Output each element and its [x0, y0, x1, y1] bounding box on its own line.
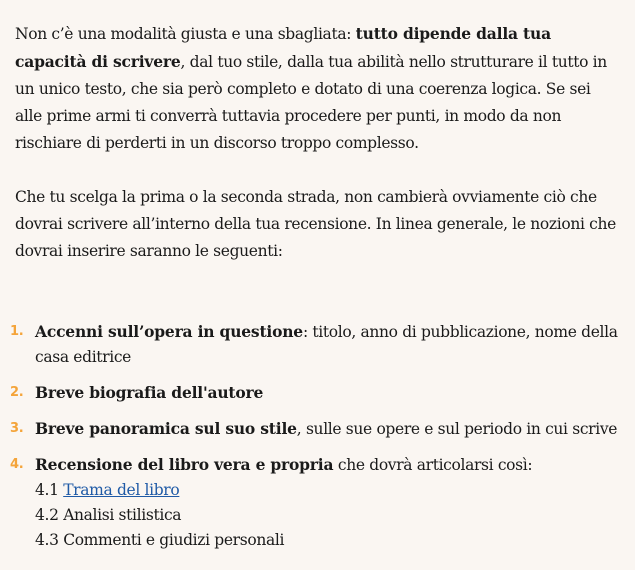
subitem-number: 4.2 [35, 506, 64, 524]
list-item-bold: Breve panoramica sul suo stile [35, 419, 297, 438]
paragraph-text: Non c’è una modalità giusta e una sbagliata: [15, 25, 356, 43]
list-number: 2. [10, 385, 24, 400]
paragraph-intro [15, 20, 620, 157]
list-item-text: che dovrà articolarsi così: [333, 456, 533, 474]
list-number: 4. [10, 457, 24, 472]
paragraph-notions: Che tu scelga la prima o la seconda strada, non cambierà ovviamente ciò che dovrai scrivere all’interno della tua recensione. In linea generale, le nozioni che dovrai inserire saranno le seguenti: [15, 188, 616, 260]
subitem-style-analysis [35, 503, 620, 528]
paragraph-bold-text: tutto dipende dalla tua capacità di scrivere [15, 24, 551, 71]
list-item [10, 319, 620, 370]
paragraph-text: , dal tuo stile, dalla tua abilità nello strutturare il tutto in un unico testo, che sia però completo e dotato di una coerenza logica. Se sei alle prime armi ti converrà tuttavia procedere per punti, in modo da non rischiare di perderti in un discorso troppo complesso. [15, 53, 607, 152]
list-number: 1. [10, 324, 24, 339]
list-item-text: , sulle sue opere e sul periodo in cui scrive [296, 420, 618, 438]
list-item-bold: Breve biografia dell'autore [35, 383, 264, 402]
subitem-text: Analisi stilistica [63, 506, 182, 524]
plot-link[interactable]: Trama del libro [63, 481, 180, 499]
subitem-number: 4.1 [35, 481, 64, 499]
notions-list [10, 319, 620, 553]
subitem-text: Commenti e giudizi personali [63, 531, 285, 549]
subitem-number: 4.3 [35, 531, 64, 549]
list-item [10, 380, 620, 406]
list-number: 3. [10, 421, 24, 436]
subitem-plot [35, 478, 620, 503]
list-item-bold: Recensione del libro vera e propria [35, 455, 334, 474]
list-item-bold: Accenni sull’opera in questione [35, 322, 303, 341]
subitem-comments [35, 528, 620, 553]
list-item [10, 416, 620, 442]
list-item-text: : titolo, anno di pubblicazione, nome della casa editrice [35, 323, 618, 366]
list-item [10, 452, 620, 553]
